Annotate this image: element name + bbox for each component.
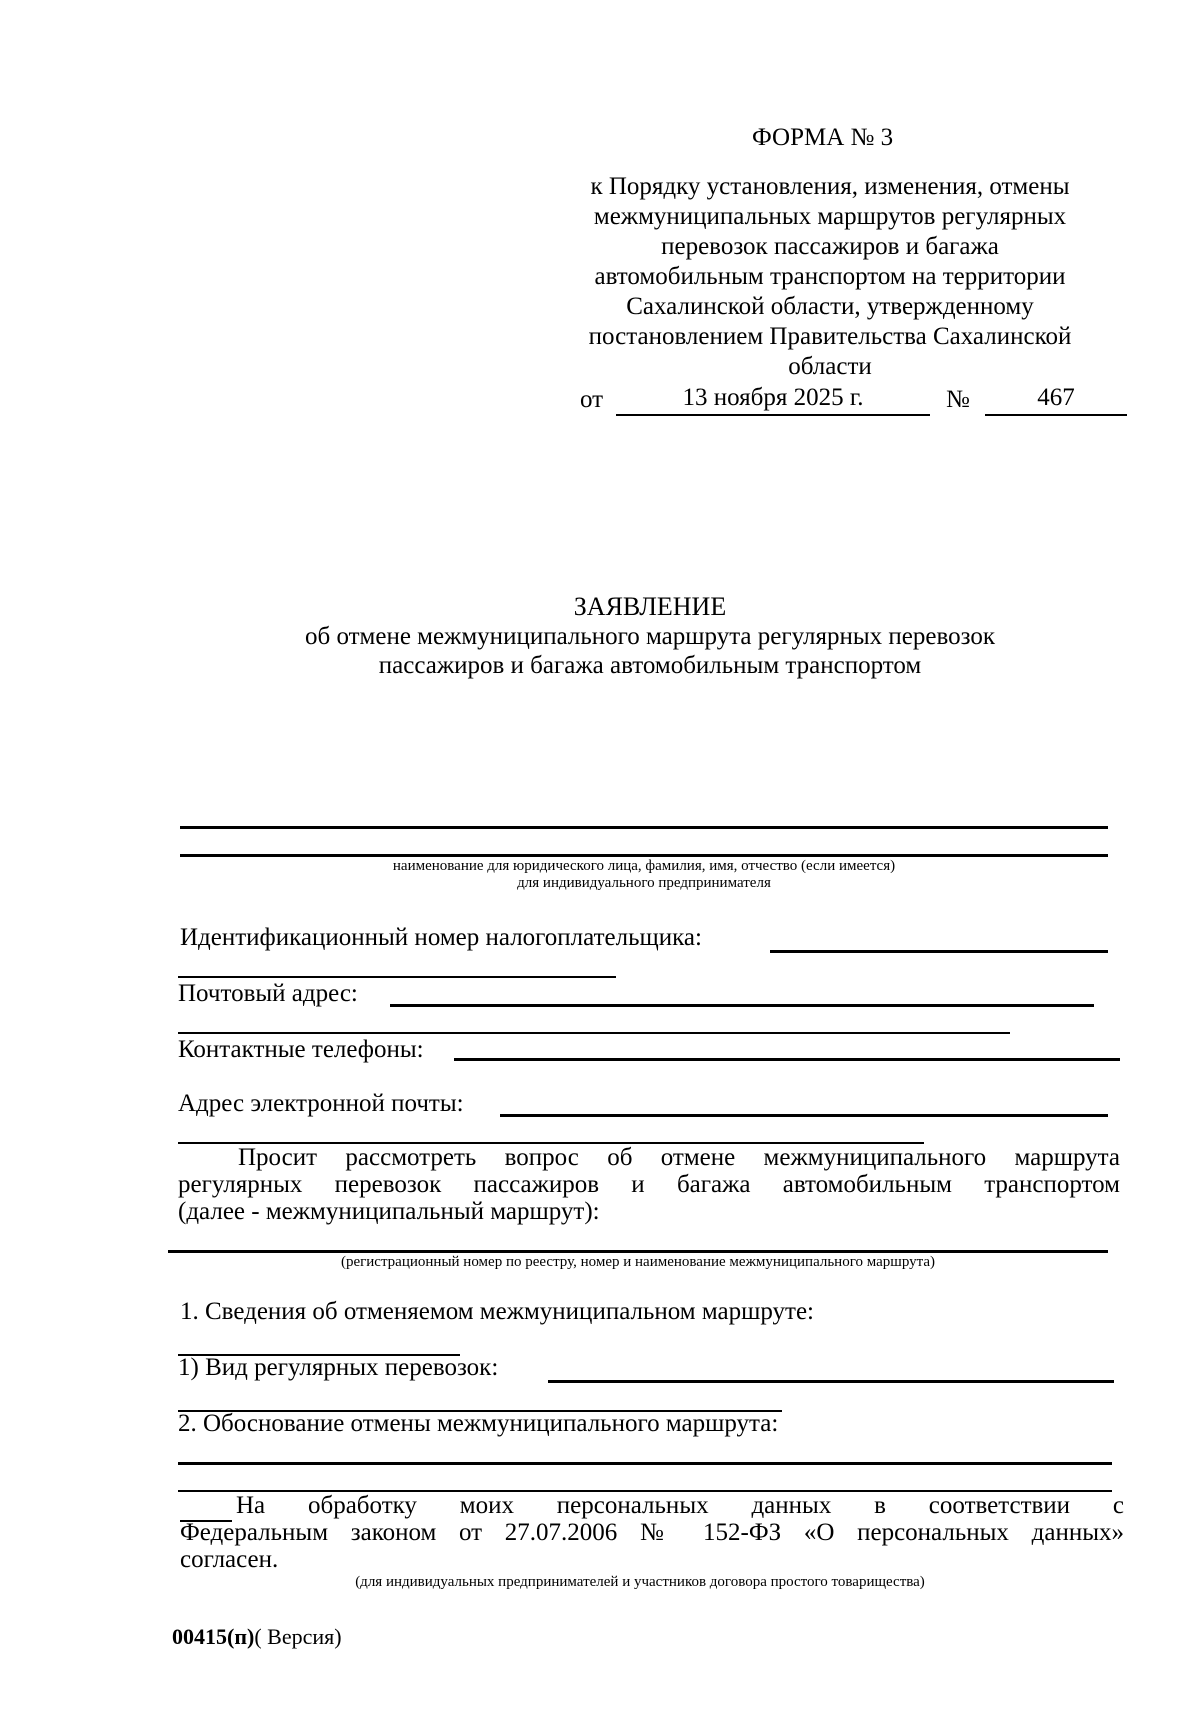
- email-field[interactable]: [500, 1114, 1108, 1117]
- preamble-line: к Порядку установления, изменения, отмены: [590, 173, 1070, 200]
- justification-label: 2. Обоснование отмены межмуниципального маршрута:: [178, 1410, 779, 1437]
- preamble-line: межмуниципальных маршрутов регулярных: [593, 203, 1067, 230]
- form-preamble: [540, 172, 1120, 382]
- statement-subtitle: [0, 622, 1200, 680]
- caption-line: наименование для юридического лица, фамилия, имя, отчество (если имеется): [392, 858, 896, 874]
- applicant-caption: [180, 858, 1108, 892]
- request-paragraph: [178, 1144, 1120, 1225]
- request-line: регулярных перевозок пассажиров и багажа автомобильным транспортом: [178, 1171, 1120, 1198]
- consent-line: согласен.: [180, 1546, 279, 1573]
- footer-version: ( Версия): [254, 1624, 342, 1649]
- applicant-name-line-1[interactable]: [180, 826, 1108, 829]
- phones-label: Контактные телефоны:: [178, 1036, 424, 1063]
- inn-label: Идентификационный номер налогоплательщика:: [180, 924, 702, 951]
- consent-note: (для индивидуальных предпринимателей и участников договора простого товарищества): [355, 1574, 925, 1590]
- number-value: 467: [1037, 384, 1075, 411]
- preamble-line: перевозок пассажиров и багажа: [661, 233, 999, 260]
- preamble-line: автомобильным транспортом на территории: [594, 263, 1066, 290]
- number-underline: [985, 414, 1127, 416]
- footer-code-line: [172, 1624, 342, 1650]
- form-title: ФОРМА № 3: [752, 124, 894, 151]
- request-line: Просит рассмотреть вопрос об отмене межмуниципального маршрута: [238, 1144, 1120, 1171]
- preamble-line: области: [788, 353, 872, 380]
- address-field[interactable]: [390, 1004, 1094, 1007]
- footer-code: 00415(п): [172, 1624, 255, 1649]
- preamble-line: постановлением Правительства Сахалинской: [588, 323, 1072, 350]
- date-value: 13 ноября 2025 г.: [682, 384, 864, 411]
- applicant-name-line-2[interactable]: [180, 854, 1108, 857]
- email-label: Адрес электронной почты:: [178, 1090, 464, 1117]
- caption-line: для индивидуального предпринимателя: [517, 875, 771, 891]
- number-prefix: №: [946, 386, 970, 413]
- address-label: Почтовый адрес:: [178, 980, 358, 1007]
- inn-field-continuation[interactable]: [178, 976, 616, 978]
- date-underline: [616, 414, 930, 416]
- preamble-line: Сахалинской области, утвержденному: [626, 293, 1034, 320]
- info-heading: 1. Сведения об отменяемом межмуниципальном маршруте:: [180, 1298, 814, 1325]
- request-line: (далее - межмуниципальный маршрут):: [178, 1198, 600, 1225]
- route-field[interactable]: [168, 1250, 1108, 1253]
- address-field-continuation[interactable]: [178, 1032, 1010, 1034]
- statement-title: ЗАЯВЛЕНИЕ: [573, 592, 727, 621]
- consent-line: Федеральным законом от 27.07.2006 № 152-ФЗ «О персональных данных»: [180, 1519, 1124, 1546]
- date-prefix: от: [580, 386, 604, 413]
- subtitle-line: об отмене межмуниципального маршрута регулярных перевозок: [304, 623, 996, 650]
- transport-kind-label: 1) Вид регулярных перевозок:: [178, 1354, 499, 1381]
- consent-paragraph: [180, 1492, 1124, 1573]
- inn-field[interactable]: [770, 950, 1108, 953]
- route-caption: (регистрационный номер по реестру, номер и наименование межмуниципального маршрута): [340, 1254, 936, 1270]
- phones-field[interactable]: [454, 1058, 1120, 1061]
- subtitle-line: пассажиров и багажа автомобильным транспортом: [378, 652, 922, 679]
- transport-kind-field[interactable]: [548, 1380, 1114, 1383]
- justification-field[interactable]: [178, 1462, 1112, 1465]
- consent-line: На обработку моих персональных данных в соответствии с: [236, 1492, 1124, 1519]
